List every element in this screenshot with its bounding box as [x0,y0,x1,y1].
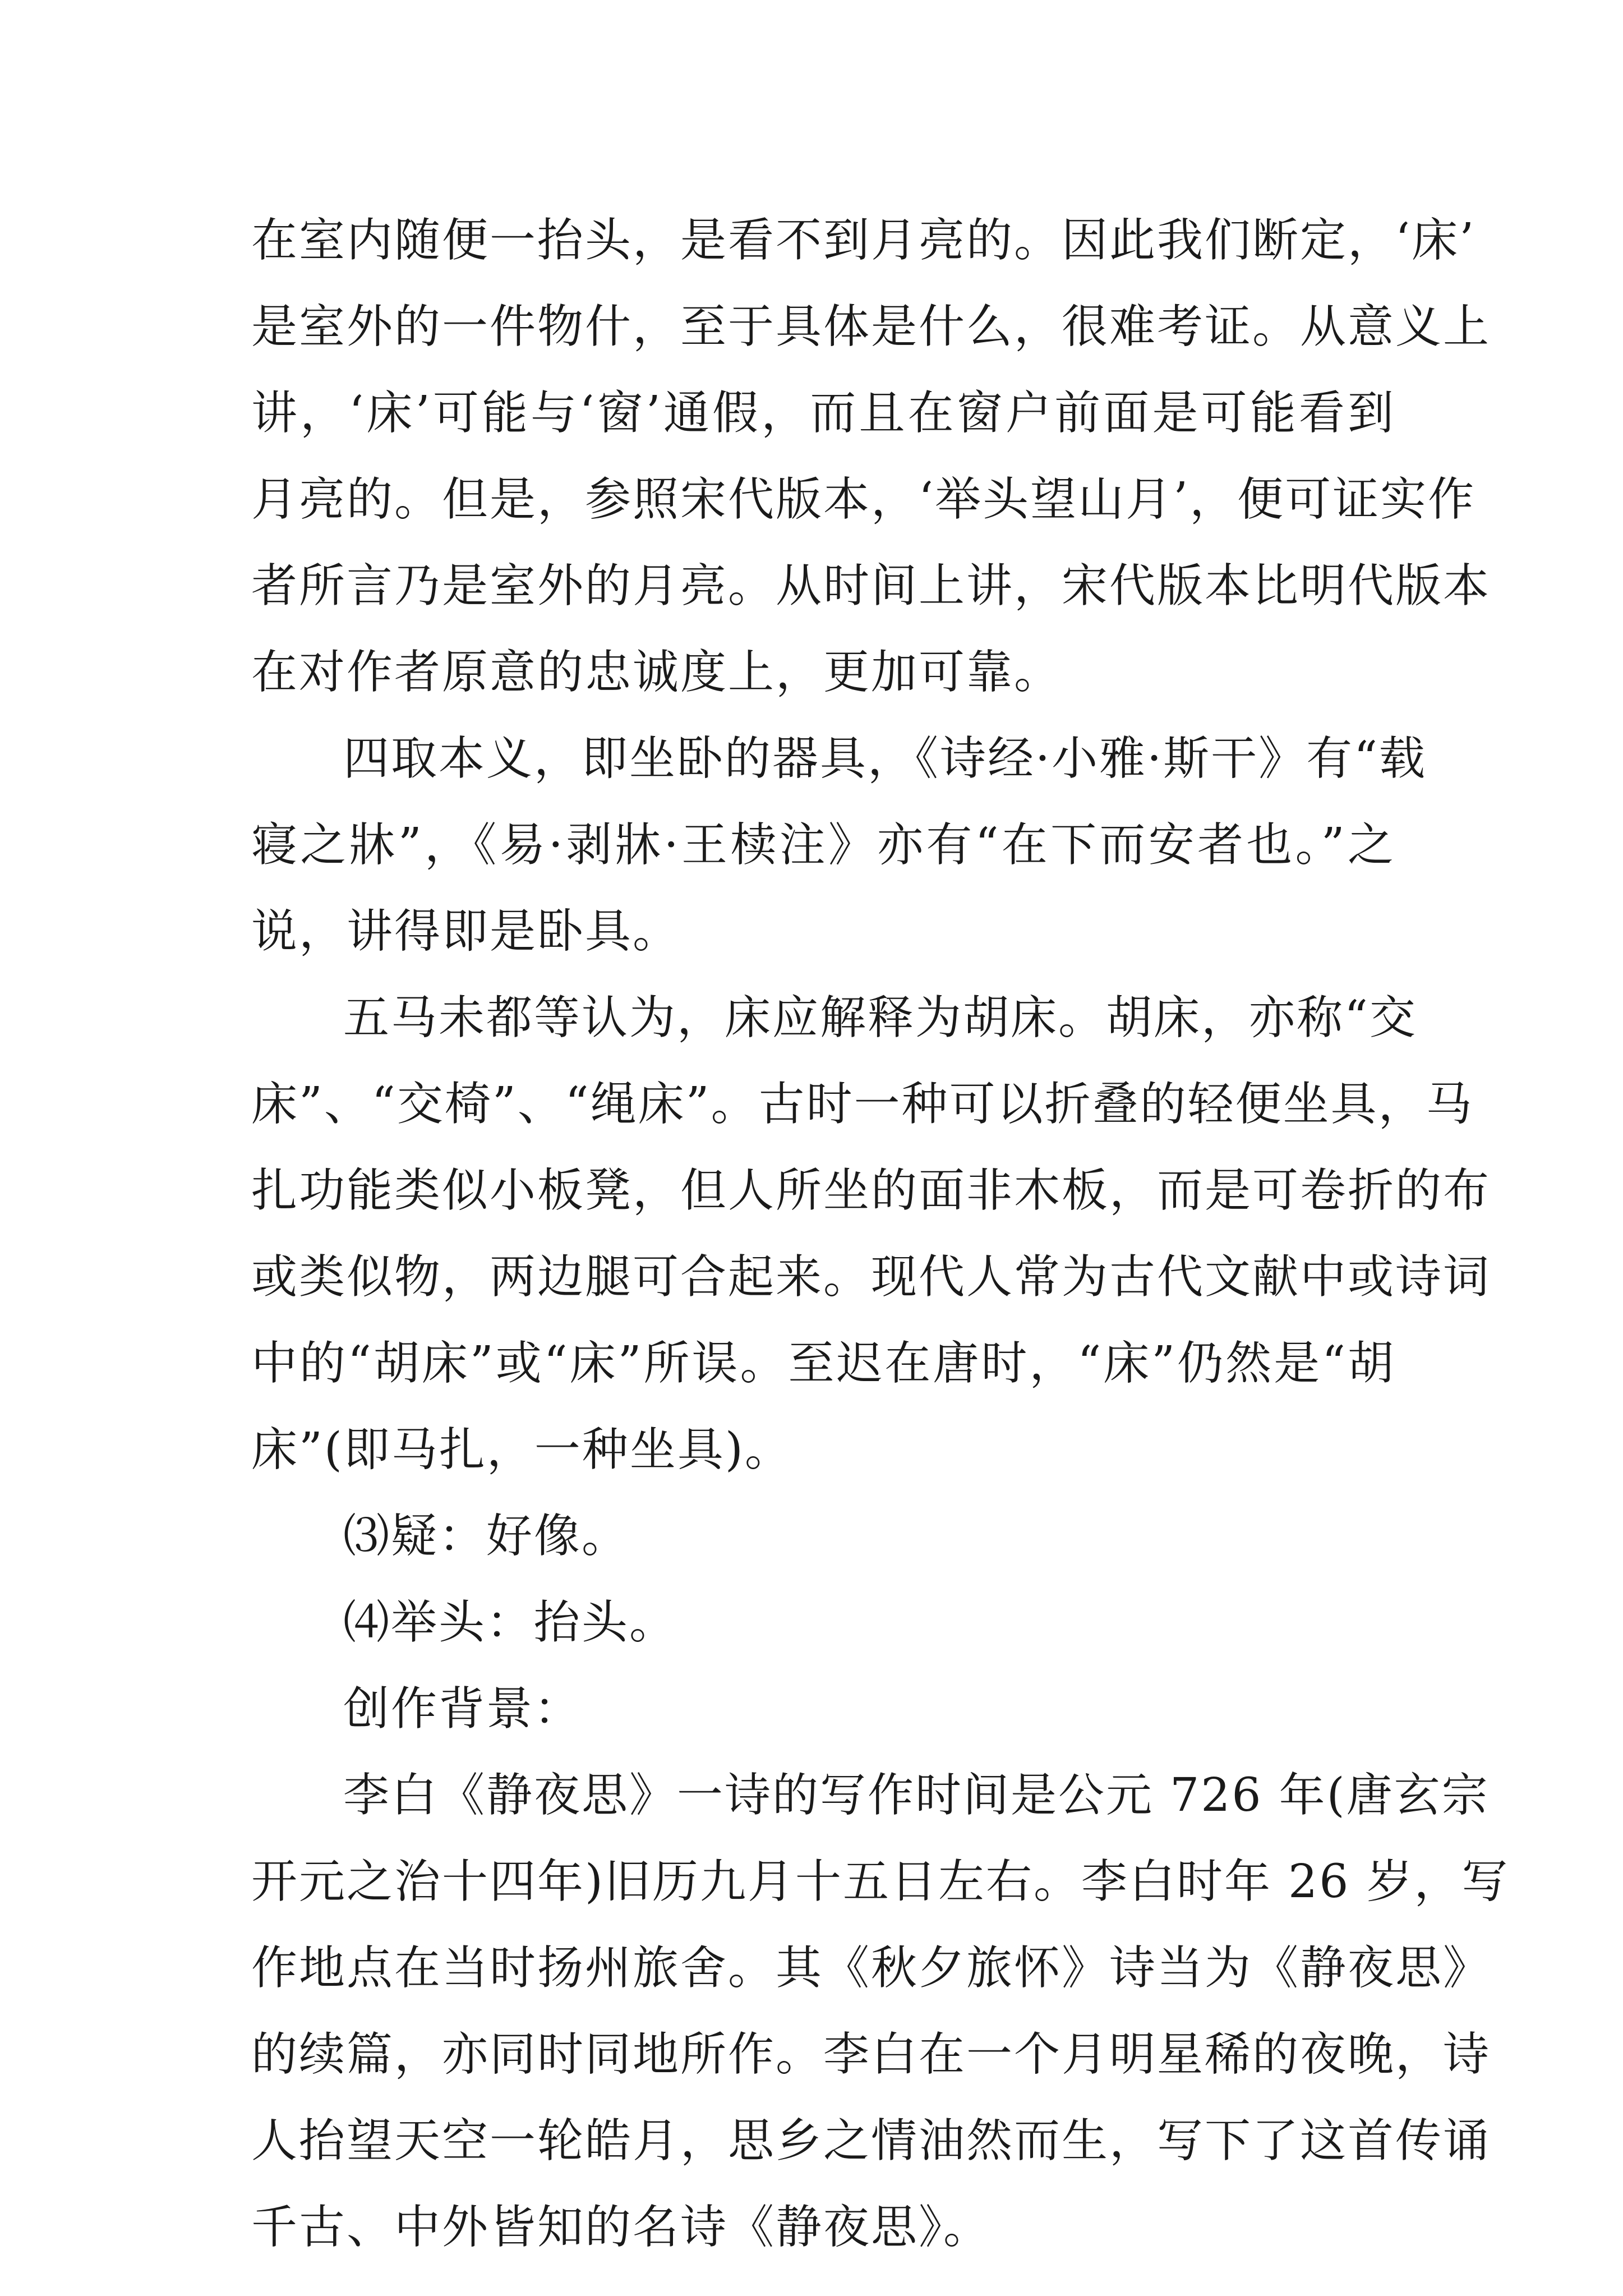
text-line: 李白《静夜思》一诗的写作时间是公元 726 年(唐玄宗 [343,1769,1490,1822]
paragraph [251,716,1427,975]
text-line: 扎功能类似小板凳，但人所坐的面非木板，而是可卷折的布 [251,1164,1491,1217]
note-item [251,1493,1395,1580]
paragraph [251,1752,1510,2271]
text-line: 人抬望天空一轮皓月，思乡之情油然而生，写下了这首传诵 [251,2114,1491,2168]
section-heading [251,1666,1395,1752]
text-line: 月亮的。但是，参照宋代版本，‘举头望山月’，便可证实作 [251,473,1476,526]
text-line: 者所言乃是室外的月亮。从时间上讲，宋代版本比明代版本 [251,559,1491,613]
text-line: 中的“胡床”或“床”所误。至迟在唐时，“床”仍然是“胡 [251,1337,1395,1390]
text-line: 五马未都等认为，床应解释为胡床。胡床，亦称“交 [343,991,1417,1045]
text-line: 的续篇，亦同时同地所作。李白在一个月明星稀的夜晚，诗 [251,2028,1491,2081]
text-line: 创作背景： [343,1682,582,1736]
text-line: 寝之牀”，《易·剥牀·王椟注》亦有“在下而安者也。”之 [251,818,1395,872]
text-line: 作地点在当时扬州旅舍。其《秋夕旅怀》诗当为《静夜思》 [251,1941,1491,1995]
text-line: ⑶疑：好像。 [343,1510,630,1563]
text-line: 开元之治十四年)旧历九月十五日左右。李白时年 26 岁，写 [251,1855,1510,1908]
text-line: 讲，‘床’可能与‘窗’通假，而且在窗户前面是可能看到 [251,386,1395,440]
paragraph [251,975,1491,1493]
text-line: 在室内随便一抬头，是看不到月亮的。因此我们断定，‘床’ [251,214,1476,267]
text-line: 四取本义，即坐卧的器具，《诗经·小雅·斯干》有“载 [343,732,1427,785]
text-line: 床”、“交椅”、“绳床”。古时一种可以折叠的轻便坐具，马 [251,1078,1474,1131]
body-text [251,197,1510,2271]
paragraph [251,197,1491,716]
text-line: 是室外的一件物什，至于具体是什么，很难考证。从意义上 [251,300,1491,353]
text-line: ⑷举头：抬头。 [343,1596,677,1649]
text-line: 说，讲得即是卧具。 [251,905,681,958]
text-line: 或类似物，两边腿可合起来。现代人常为古代文献中或诗词 [251,1250,1491,1304]
note-item [251,1580,1395,1666]
text-line: 床”(即马扎，一种坐具)。 [251,1423,792,1476]
text-line: 在对作者原意的忠诚度上，更加可靠。 [251,646,1062,699]
text-line: 千古、中外皆知的名诗《静夜思》。 [251,2201,992,2254]
